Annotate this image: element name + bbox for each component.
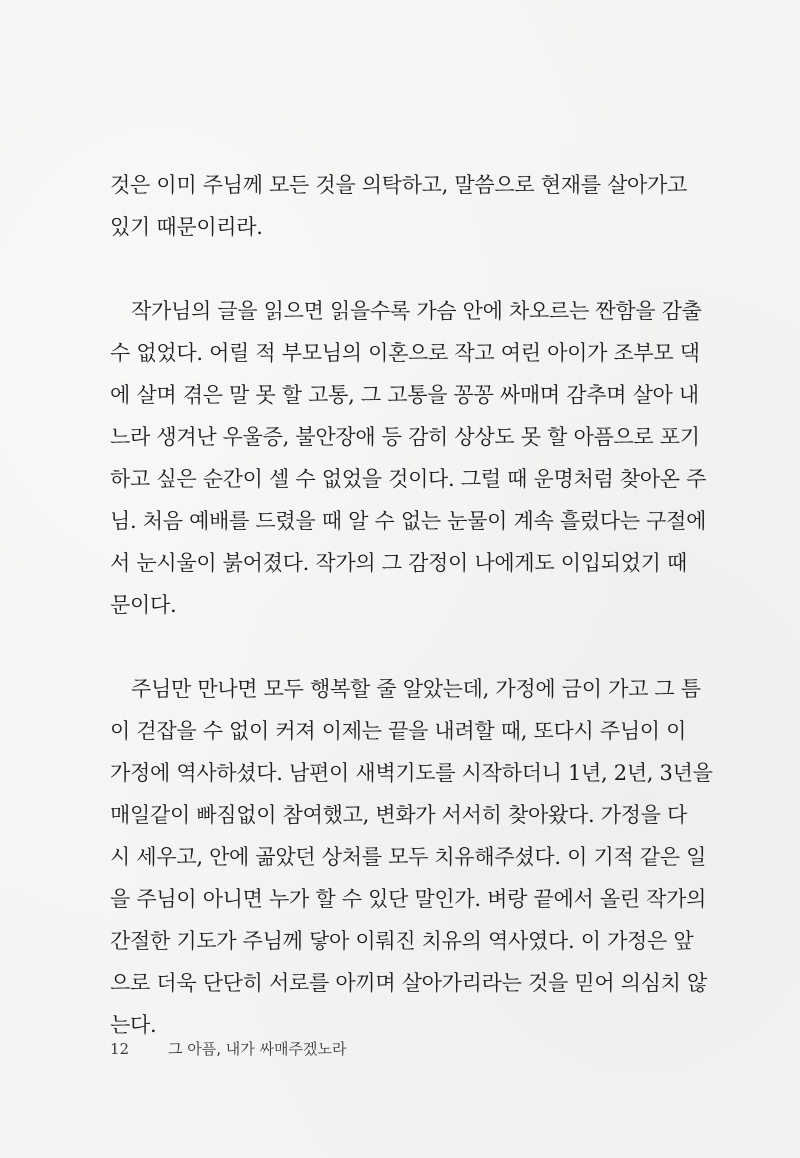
text-line: 으로 더욱 단단히 서로를 아끼며 살아가리라는 것을 믿어 의심치 않 [110,971,707,995]
paragraph-gap [110,626,690,668]
text-line: 작가님의 글을 읽으면 읽을수록 가슴 안에 차오르는 짠함을 감출 [131,299,702,323]
text-line: 님. 처음 예배를 드렸을 때 알 수 없는 눈물이 계속 흘렀다는 구절에 [110,509,707,533]
text-line: 하고 싶은 순간이 셀 수 없었을 것이다. 그럴 때 운명처럼 찾아온 주 [110,467,707,491]
body-text [110,164,713,1046]
text-line: 있기 때문이리라. [110,215,263,239]
text-line: 가정에 역사하셨다. 남편이 새벽기도를 시작하더니 1년, 2년, 3년을 [110,761,713,785]
text-line: 서 눈시울이 붉어졌다. 작가의 그 감정이 나에게도 이입되었기 때 [110,551,688,575]
text-line: 을 주님이 아니면 누가 할 수 있단 말인가. 벼랑 끝에서 올린 작가의 [110,887,707,911]
running-title: 그 아픔, 내가 싸매주겠노라 [168,1040,347,1058]
text-line: 주님만 만나면 모두 행복할 줄 알았는데, 가정에 금이 가고 그 틈 [131,677,701,701]
text-line: 시 세우고, 안에 곪았던 상처를 모두 치유해주셨다. 이 기적 같은 일 [110,845,707,869]
text-line: 간절한 기도가 주님께 닿아 이뤄진 치유의 역사였다. 이 가정은 앞 [110,929,694,953]
text-line: 는다. [110,1013,157,1037]
text-line: 이 걷잡을 수 없이 커져 이제는 끝을 내려할 때, 또다시 주님이 이 [110,719,687,743]
page-number: 12 [110,1040,130,1058]
text-line: 수 없었다. 어릴 적 부모님의 이혼으로 작고 여린 아이가 조부모 댁 [110,341,700,365]
text-line: 에 살며 겪은 말 못 할 고통, 그 고통을 꽁꽁 싸매며 감추며 살아 내 [110,383,699,407]
text-line: 매일같이 빠짐없이 참여했고, 변화가 서서히 찾아왔다. 가정을 다 [110,803,688,827]
text-line: 것은 이미 주님께 모든 것을 의탁하고, 말씀으로 현재를 살아가고 [110,173,688,197]
text-line: 문이다. [110,593,177,617]
text-line: 느라 생겨난 우울증, 불안장애 등 감히 상상도 못 할 아픔으로 포기 [110,425,700,449]
page-footer [110,1038,346,1059]
paragraph-gap [110,248,690,290]
